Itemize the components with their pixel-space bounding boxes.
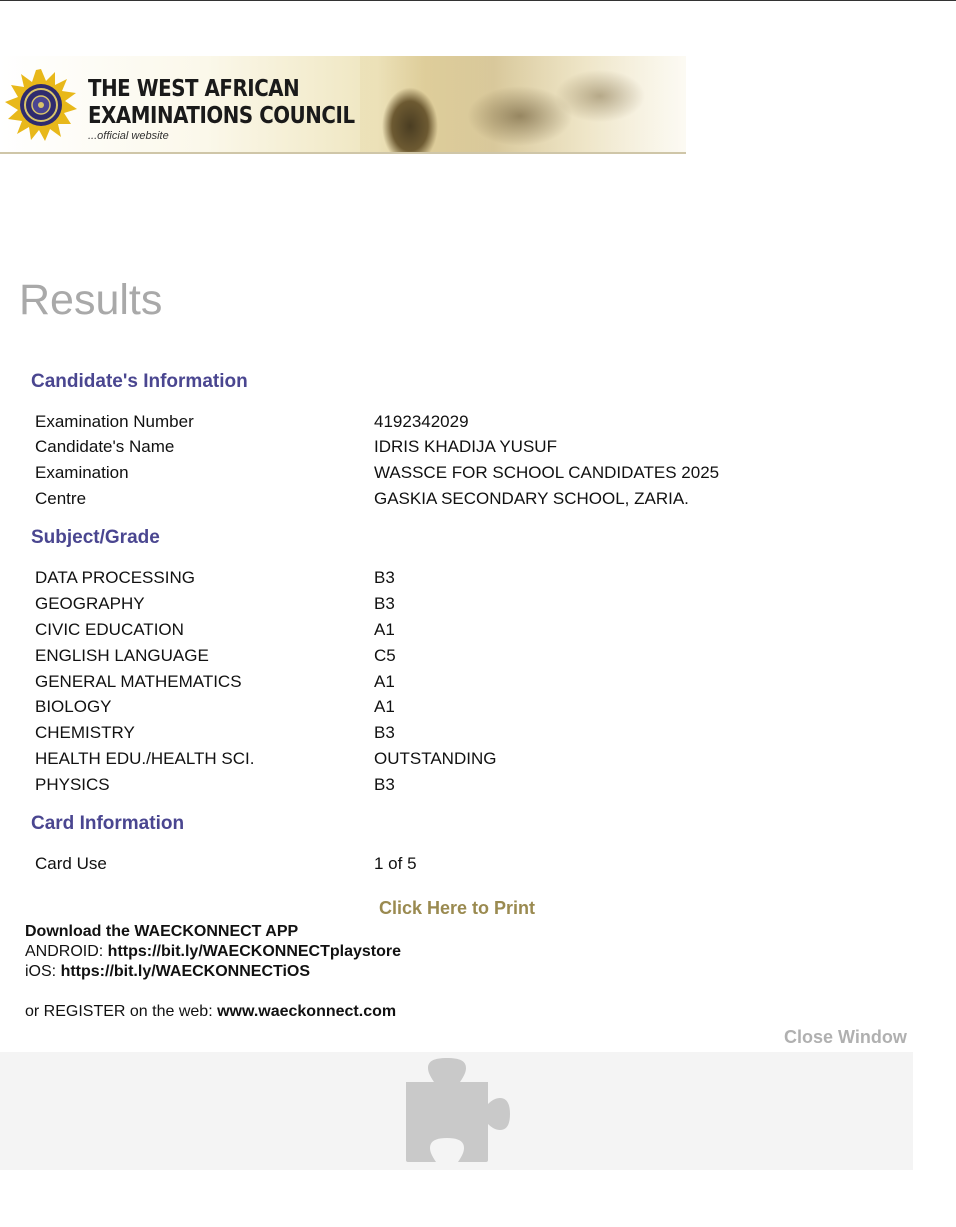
grade-row: [35, 643, 915, 669]
subject-name: CIVIC EDUCATION: [35, 620, 184, 639]
subject-grade: OUTSTANDING: [374, 749, 497, 768]
card-use-label: Card Use: [35, 854, 107, 873]
info-row-candidate-name: [35, 434, 915, 460]
grade-row: [35, 565, 915, 591]
subject-grade: B3: [374, 775, 395, 794]
candidate-info-heading: Candidate's Information: [31, 371, 248, 392]
info-row-centre: [35, 486, 915, 512]
subject-name: BIOLOGY: [35, 697, 112, 716]
card-use-value: 1 of 5: [374, 854, 417, 873]
banner-subtitle: ...official website: [88, 130, 169, 142]
top-border: [0, 0, 956, 1]
android-store-link[interactable]: https://bit.ly/WAECKONNECTplaystore: [107, 943, 402, 960]
banner-title: THE WEST AFRICAN EXAMINATIONS COUNCIL: [88, 76, 355, 129]
info-label: Centre: [35, 489, 87, 508]
puzzle-piece-icon: [404, 1058, 510, 1164]
page-title: Results: [19, 276, 163, 324]
info-row-exam-number: [35, 409, 915, 435]
ios-label: iOS:: [25, 963, 61, 980]
subject-name: CHEMISTRY: [35, 723, 135, 742]
info-row-examination: [35, 460, 915, 486]
subject-grade: A1: [374, 672, 395, 691]
info-label: Candidate's Name: [35, 437, 175, 456]
info-label: Examination Number: [35, 412, 194, 431]
subject-grade: C5: [374, 646, 396, 665]
subject-name: GENERAL MATHEMATICS: [35, 672, 242, 691]
subject-grade: A1: [374, 697, 395, 716]
close-window-link[interactable]: Close Window: [784, 1027, 907, 1047]
info-label: Examination: [35, 463, 129, 482]
grade-row: [35, 617, 915, 643]
banner-photo: [360, 56, 686, 152]
subject-grade-heading: Subject/Grade: [31, 527, 160, 548]
missing-plugin-placeholder[interactable]: [0, 1052, 913, 1170]
subject-grade: B3: [374, 594, 395, 613]
subject-grade: B3: [374, 568, 395, 587]
grade-row: [35, 746, 915, 772]
waec-header-banner: [0, 56, 686, 154]
subject-name: HEALTH EDU./HEALTH SCI.: [35, 749, 255, 768]
info-value: WASSCE FOR SCHOOL CANDIDATES 2025: [374, 463, 720, 482]
card-info-heading: Card Information: [31, 813, 185, 834]
info-value: IDRIS KHADIJA YUSUF: [374, 437, 557, 456]
subject-grade: B3: [374, 723, 395, 742]
print-link[interactable]: Click Here to Print: [379, 898, 536, 918]
subject-name: DATA PROCESSING: [35, 568, 195, 587]
info-value: GASKIA SECONDARY SCHOOL, ZARIA.: [374, 489, 689, 508]
subject-name: GEOGRAPHY: [35, 594, 145, 613]
register-web-link[interactable]: www.waeckonnect.com: [217, 1003, 397, 1020]
subject-grade: A1: [374, 620, 395, 639]
grade-row: [35, 591, 915, 617]
subject-name: PHYSICS: [35, 775, 110, 794]
info-value: 4192342029: [374, 412, 469, 431]
ios-store-link[interactable]: https://bit.ly/WAECKONNECTiOS: [60, 963, 311, 980]
grade-row: [35, 669, 915, 695]
android-label: ANDROID:: [25, 943, 108, 960]
waeckonnect-app-info: [25, 922, 401, 1022]
grade-row: [35, 694, 915, 720]
grade-row: [35, 720, 915, 746]
grade-row: [35, 772, 915, 798]
waec-seal-icon: [4, 68, 78, 142]
subject-name: ENGLISH LANGUAGE: [35, 646, 209, 665]
card-use-row: [35, 851, 915, 877]
register-label: or REGISTER on the web:: [25, 1003, 218, 1020]
app-download-heading: Download the WAECKONNECT APP: [25, 923, 299, 940]
